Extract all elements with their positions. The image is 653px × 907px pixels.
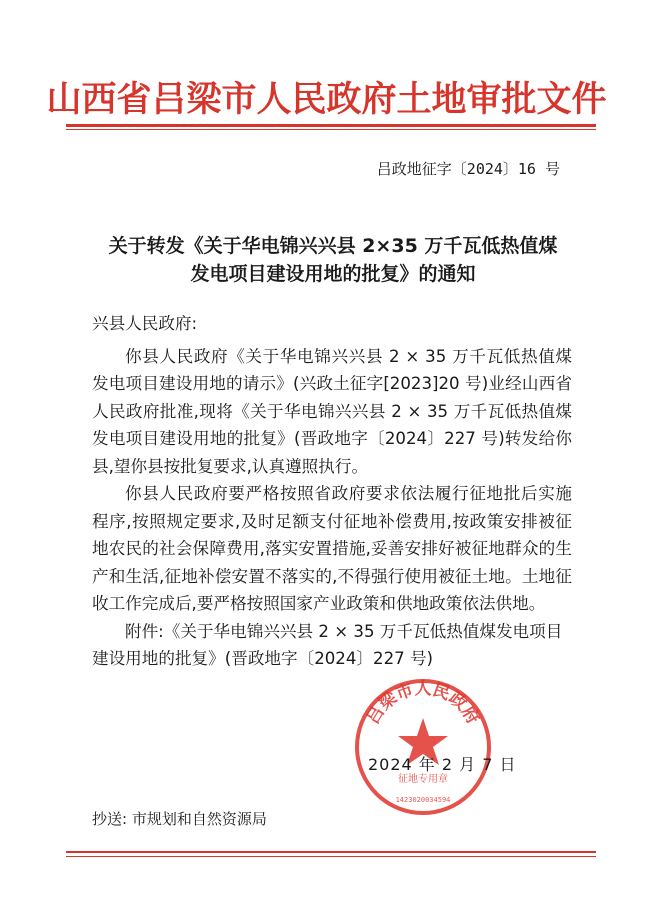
document-number: 吕政地征字〔2024〕16 号 — [376, 160, 560, 178]
issue-date: 2024 年 2 月 7 日 — [368, 755, 517, 774]
paragraph-1: 你县人民政府《关于华电锦兴兴县 2 × 35 万千瓦低热值煤发电项目建设用地的请示》(兴政土征字[2023]20 号)业经山西省人民政府批准,现将《关于华电锦兴兴县 2 × 35 万千瓦低热值煤发电项目建设用地的批复》(晋政地字〔2024〕227 号)转发给你县,望你县按批复要求,认真遵照执行。 — [92, 346, 572, 476]
document-title — [88, 232, 578, 288]
title-line-1: 关于转发《关于华电锦兴兴县 2×35 万千瓦低热值煤 — [108, 235, 558, 257]
seal-serial: 1423020034594 — [395, 796, 451, 804]
letterhead-rule-thick — [66, 124, 596, 127]
official-seal — [352, 676, 494, 818]
seal-outer-text: 吕梁市人民政府 — [363, 679, 483, 728]
paragraph-2: 你县人民政府要严格按照省政府要求依法履行征地批后实施程序,按照规定要求,及时足额支付征地补偿费用,按政策安排被征地农民的社会保障费用,落实安置措施,妥善安排好被征地群众的生产和生活,征地补偿安置不落实的,不得强行使用被征土地。土地征收工作完成后,要严格按照国家产业政策和供地政策依法供地。 — [92, 484, 572, 613]
letterhead-rule-thin — [66, 129, 596, 130]
document-body — [92, 310, 572, 673]
seal-inner-text: 征地专用章 — [398, 774, 448, 785]
title-line-2: 发电项目建设用地的批复》的通知 — [190, 263, 476, 285]
letterhead-title: 山西省吕梁市人民政府土地审批文件 — [46, 79, 607, 120]
footer-rule-thin — [66, 856, 596, 857]
addressee: 兴县人民政府: — [92, 314, 198, 333]
footer-rule-thick — [66, 851, 596, 853]
attachment-note: 附件:《关于华电锦兴兴县 2 × 35 万千瓦低热值煤发电项目建设用地的批复》(晋政地字〔2024〕227 号) — [92, 621, 563, 668]
cc-line: 抄送: 市规划和自然资源局 — [92, 810, 267, 828]
